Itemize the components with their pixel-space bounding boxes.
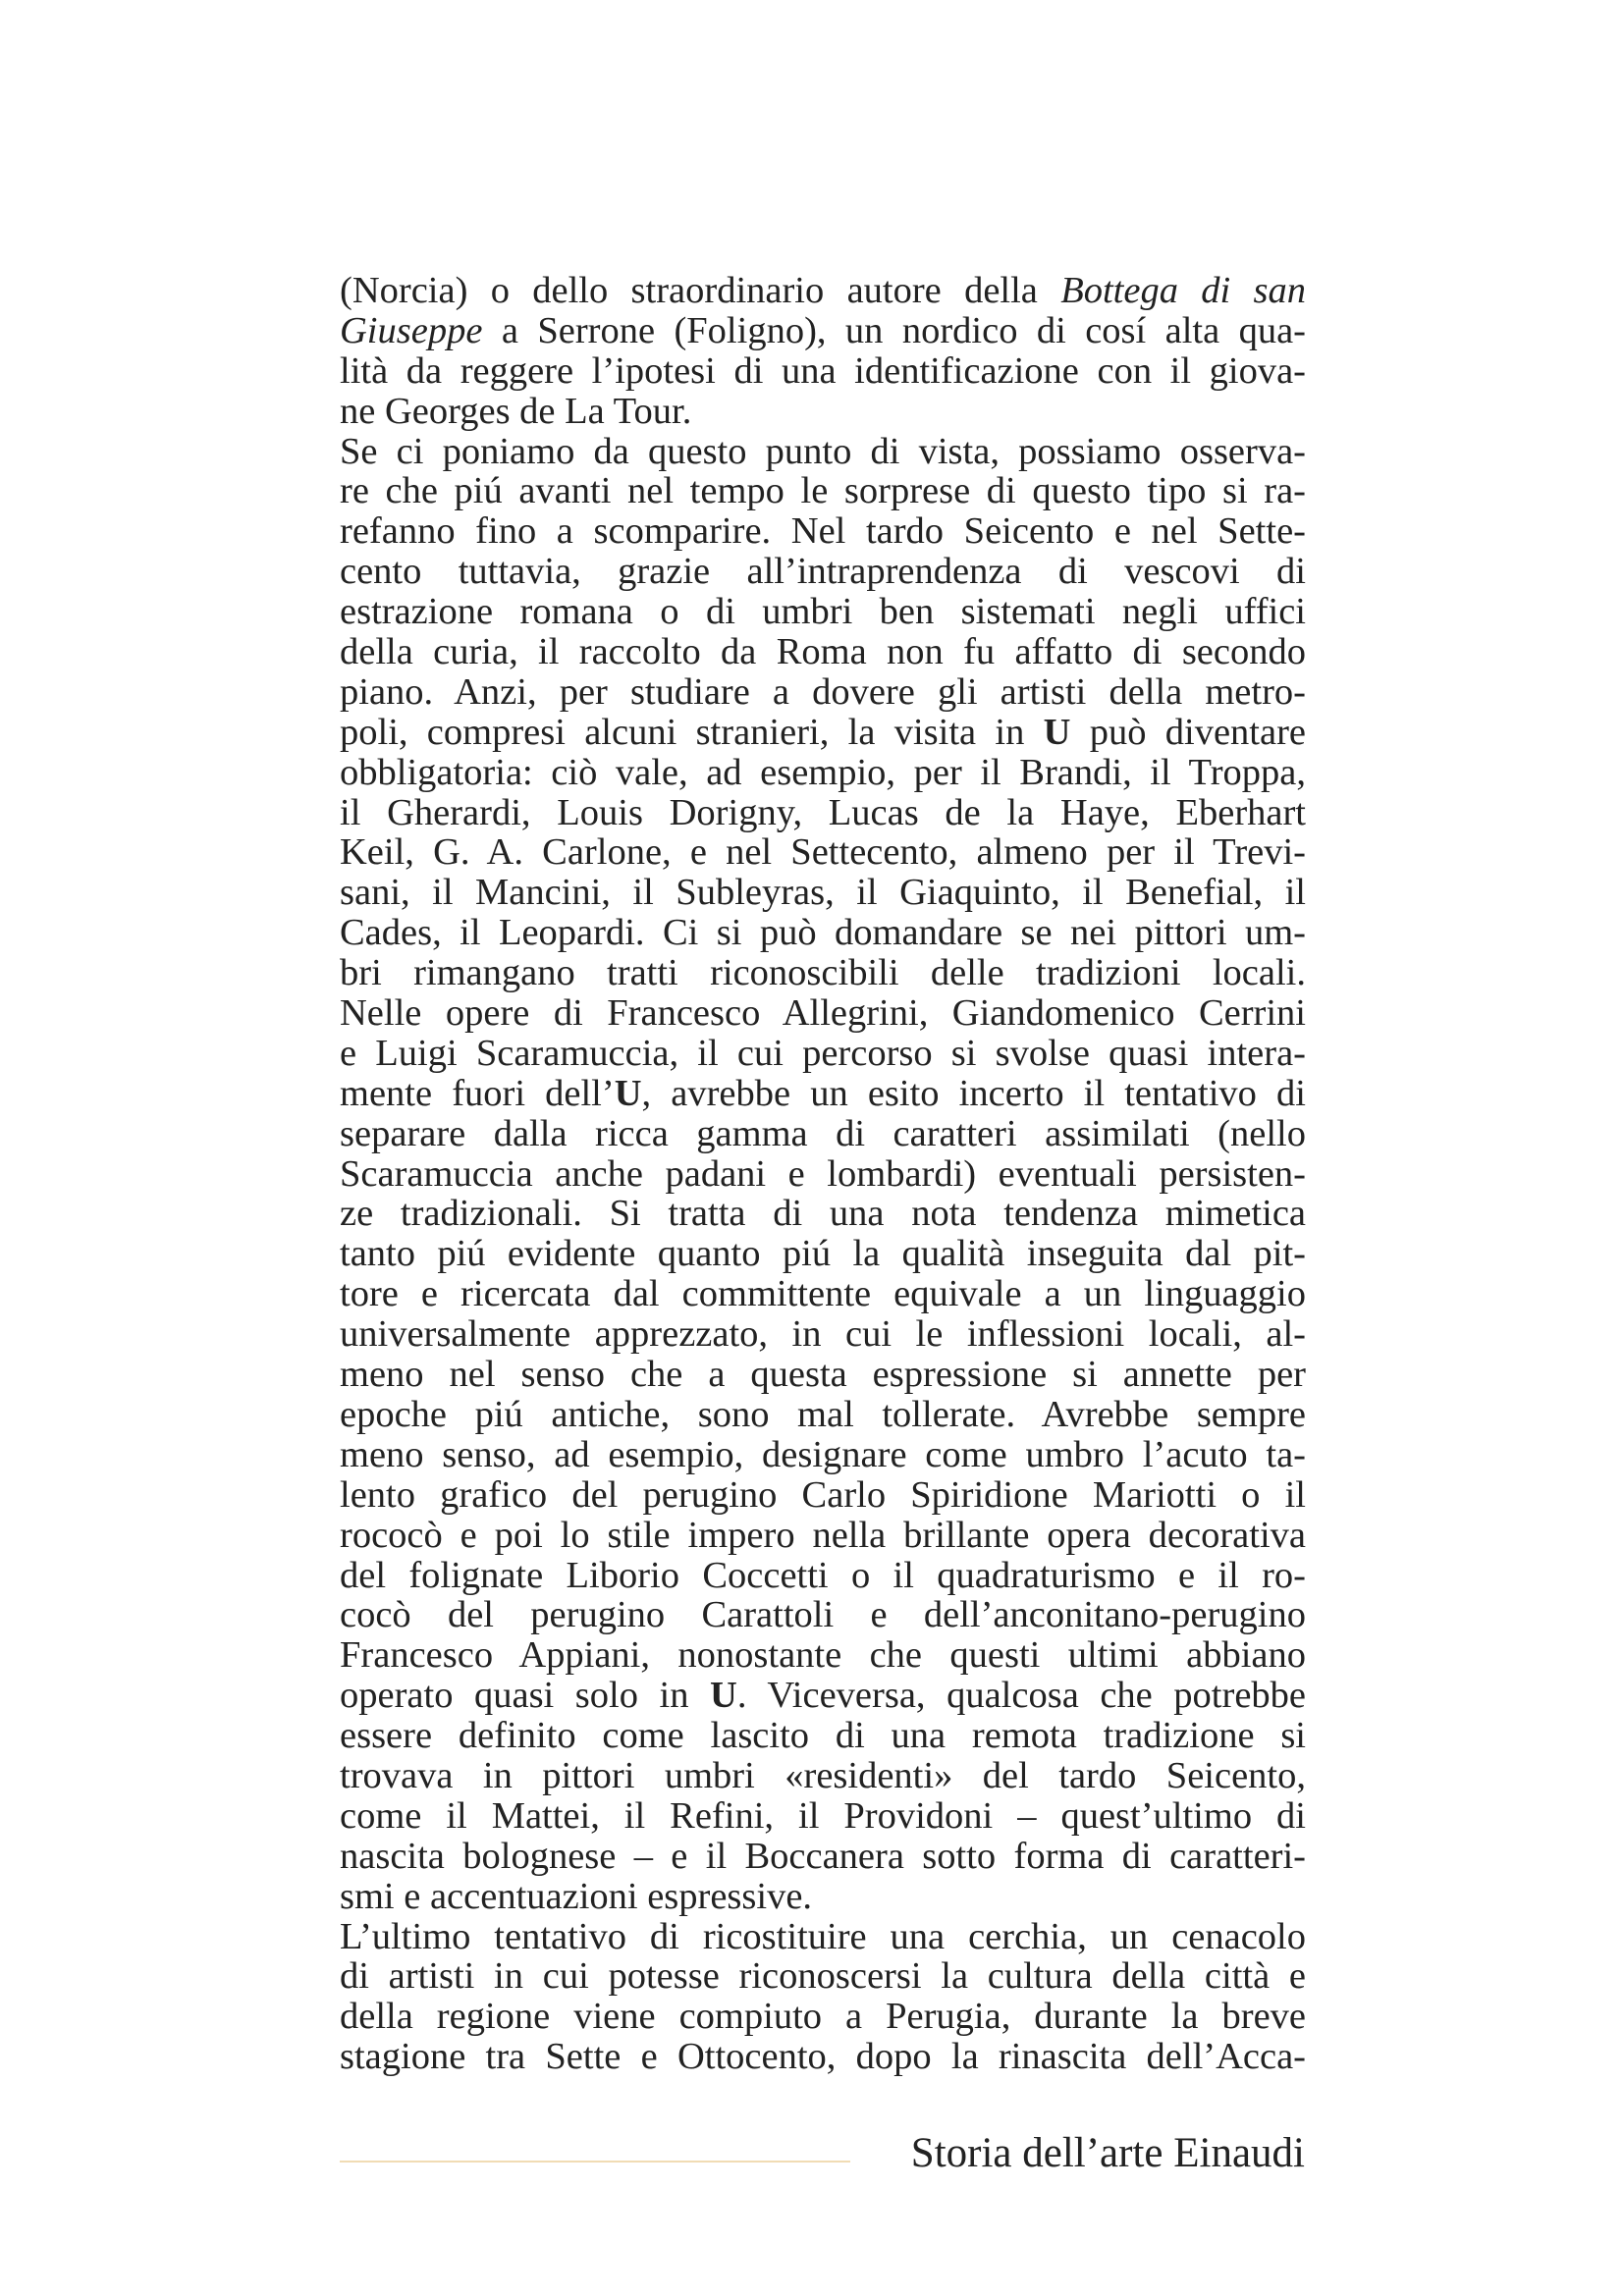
text-run: ne Georges de La Tour. <box>340 391 692 432</box>
text-line <box>340 993 1306 1034</box>
italic-text: Bottega di san <box>1060 271 1306 311</box>
text-line <box>340 311 1306 351</box>
text-run: bri rimangano tratti riconoscibili delle tradizioni locali. <box>340 953 1306 994</box>
text-line <box>340 1796 1306 1837</box>
text-line <box>340 1877 1306 1917</box>
text-run: Keil, G. A. Carlone, e nel Settecento, almeno per il Trevi- <box>340 832 1306 874</box>
body-text <box>340 271 1306 2077</box>
text-run: di artisti in cui potesse riconoscersi la cultura della città e <box>340 1956 1306 1998</box>
text-run: universalmente apprezzato, in cui le inflessioni locali, al- <box>340 1314 1306 1356</box>
text-line <box>340 351 1306 392</box>
text-run: operato quasi solo in <box>340 1676 711 1717</box>
text-run: può diventare <box>1070 712 1306 753</box>
text-run: (Norcia) o dello straordinario autore della <box>340 271 1061 311</box>
text-line <box>340 632 1306 672</box>
text-run: a Serrone (Foligno), un nordico di cosí alta qua- <box>482 310 1306 351</box>
text-run: obbligatoria: ciò vale, ad esempio, per il Brandi, il Troppa, <box>340 752 1306 793</box>
text-line <box>340 471 1306 511</box>
text-run: e Luigi Scaramuccia, il cui percorso si svolse quasi intera- <box>340 1033 1306 1074</box>
text-line <box>340 1435 1306 1475</box>
text-run: come il Mattei, il Refini, il Providoni – quest’ultimo di <box>340 1795 1306 1837</box>
text-run: meno senso, ad esempio, designare come umbro l’acuto ta- <box>340 1434 1306 1475</box>
text-line <box>340 1635 1306 1676</box>
bold-text: U <box>710 1676 737 1717</box>
footer-rule <box>340 2161 850 2163</box>
text-line <box>340 1234 1306 1274</box>
text-run: cento tuttavia, grazie all’intraprendenza di vescovi di <box>340 552 1306 593</box>
text-run: lento grafico del perugino Carlo Spiridione Mariotti o il <box>340 1474 1306 1516</box>
bold-text: U <box>1043 712 1071 753</box>
text-line <box>340 1395 1306 1435</box>
text-line <box>340 511 1306 552</box>
text-line <box>340 552 1306 592</box>
text-line <box>340 1716 1306 1756</box>
text-line <box>340 1595 1306 1635</box>
text-line <box>340 1917 1306 1957</box>
text-run: . Viceversa, qualcosa che potrebbe <box>736 1676 1306 1717</box>
text-run: stagione tra Sette e Ottocento, dopo la rinascita dell’Acca- <box>340 2037 1306 2078</box>
text-line <box>340 953 1306 993</box>
text-run: poli, compresi alcuni stranieri, la visita in <box>340 712 1044 753</box>
text-line <box>340 1516 1306 1556</box>
text-run: meno nel senso che a questa espressione si annette per <box>340 1355 1306 1395</box>
text-run: refanno fino a scomparire. Nel tardo Seicento e nel Sette- <box>340 511 1306 553</box>
text-run: Se ci poniamo da questo punto di vista, possiamo osserva- <box>340 431 1306 472</box>
text-line <box>340 271 1306 311</box>
text-line <box>340 1114 1306 1154</box>
footer-title: Storia dell’arte Einaudi <box>910 2130 1305 2176</box>
text-run: sani, il Mancini, il Subleyras, il Giaquinto, il Benefial, il <box>340 873 1306 914</box>
text-line <box>340 1074 1306 1114</box>
text-line <box>340 1756 1306 1796</box>
text-run: del folignate Liborio Coccetti o il quadraturismo e il ro- <box>340 1555 1306 1596</box>
text-line <box>340 1997 1306 2037</box>
text-run: re che piú avanti nel tempo le sorprese di questo tipo si ra- <box>340 471 1306 512</box>
text-line <box>340 1475 1306 1516</box>
text-run: lità da reggere l’ipotesi di una identificazione con il giova- <box>340 350 1306 392</box>
text-line <box>340 1556 1306 1596</box>
text-run: Nelle opere di Francesco Allegrini, Giandomenico Cerrini <box>340 993 1306 1034</box>
text-run: ze tradizionali. Si tratta di una nota tendenza mimetica <box>340 1194 1306 1235</box>
text-run: rococò e poi lo stile impero nella brillante opera decorativa <box>340 1515 1306 1556</box>
text-line <box>340 1194 1306 1234</box>
text-line <box>340 592 1306 632</box>
text-line <box>340 873 1306 913</box>
text-run: tore e ricercata dal committente equivale a un linguaggio <box>340 1274 1306 1315</box>
text-line <box>340 1154 1306 1195</box>
text-line <box>340 432 1306 472</box>
text-run: della regione viene compiuto a Perugia, durante la breve <box>340 1997 1306 2038</box>
text-run: essere definito come lascito di una remota tradizione si <box>340 1716 1306 1756</box>
text-run: tanto piú evidente quanto piú la qualità inseguita dal pit- <box>340 1234 1306 1275</box>
text-run: cocò del perugino Carattoli e dell’anconitano-perugino <box>340 1595 1306 1636</box>
text-run: Scaramuccia anche padani e lombardi) eventuali persisten- <box>340 1153 1306 1195</box>
text-line <box>340 392 1306 432</box>
text-line <box>340 2037 1306 2077</box>
text-line <box>340 832 1306 873</box>
text-line <box>340 1274 1306 1314</box>
text-line <box>340 1956 1306 1997</box>
text-line <box>340 1676 1306 1716</box>
text-run: trovava in pittori umbri «residenti» del tardo Seicento, <box>340 1755 1306 1796</box>
text-line <box>340 672 1306 713</box>
bold-text: U <box>614 1073 642 1114</box>
text-run: il Gherardi, Louis Dorigny, Lucas de la Haye, Eberhart <box>340 792 1306 833</box>
text-line <box>340 1034 1306 1074</box>
text-run: Cades, il Leopardi. Ci si può domandare se nei pittori um- <box>340 913 1306 954</box>
text-line <box>340 753 1306 793</box>
italic-text: Giuseppe <box>340 310 483 351</box>
text-run: epoche piú antiche, sono mal tollerate. Avrebbe sempre <box>340 1394 1306 1435</box>
text-run: nascita bolognese – e il Boccanera sotto forma di caratteri- <box>340 1836 1306 1877</box>
text-line <box>340 1355 1306 1395</box>
text-run: separare dalla ricca gamma di caratteri assimilati (nello <box>340 1113 1306 1154</box>
text-line <box>340 793 1306 833</box>
text-run: piano. Anzi, per studiare a dovere gli artisti della metro- <box>340 671 1306 713</box>
text-line <box>340 1837 1306 1877</box>
text-run: L’ultimo tentativo di ricostituire una cerchia, un cenacolo <box>340 1916 1306 1957</box>
text-run: mente fuori dell’ <box>340 1073 615 1114</box>
text-run: , avrebbe un esito incerto il tentativo di <box>641 1073 1306 1114</box>
text-run: smi e accentuazioni espressive. <box>340 1876 813 1917</box>
text-line <box>340 1314 1306 1355</box>
text-run: estrazione romana o di umbri ben sistemati negli uffici <box>340 592 1306 633</box>
text-line <box>340 913 1306 953</box>
text-line <box>340 713 1306 753</box>
text-run: Francesco Appiani, nonostante che questi ultimi abbiano <box>340 1635 1306 1677</box>
text-run: della curia, il raccolto da Roma non fu affatto di secondo <box>340 632 1306 672</box>
